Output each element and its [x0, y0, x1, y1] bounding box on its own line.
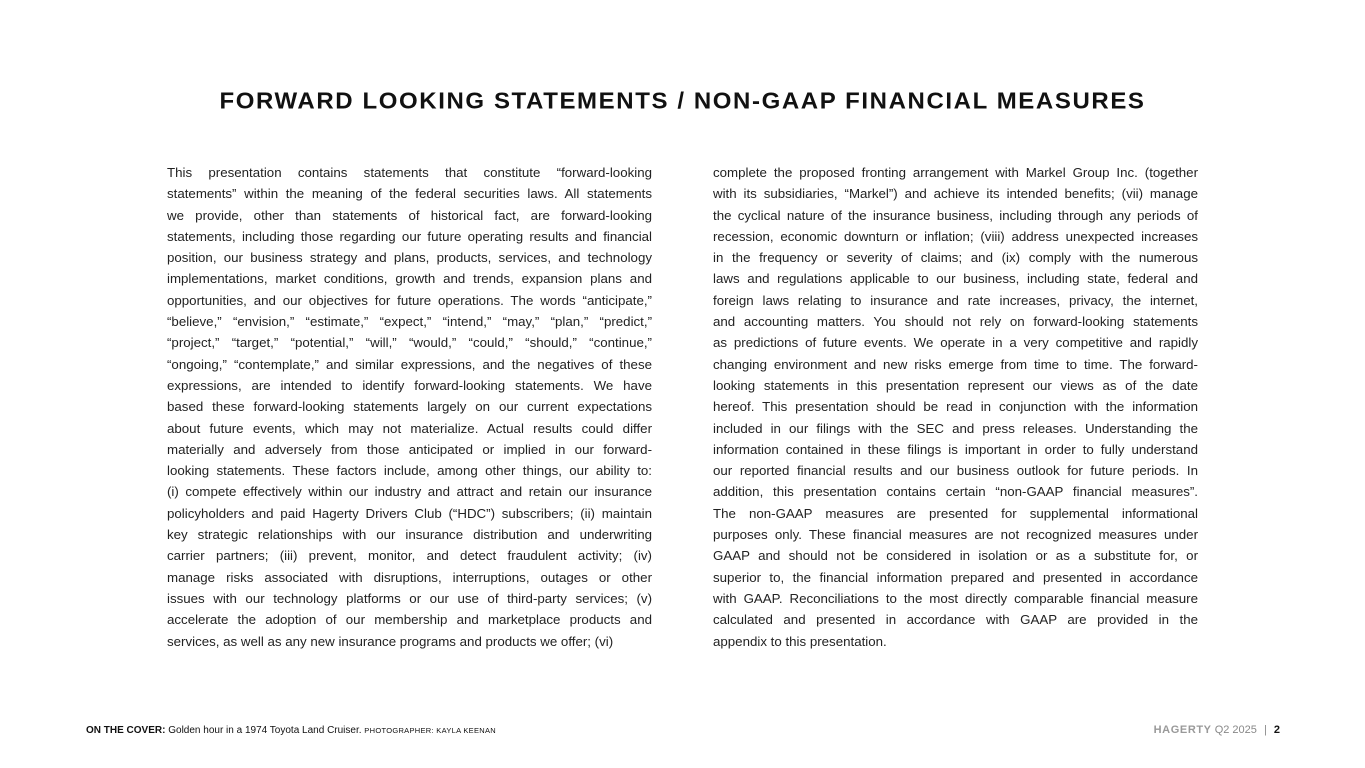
text-line: superior to, the financial information prepared and presented in accordance [713, 569, 1198, 585]
cover-text: Golden hour in a 1974 Toyota Land Cruiser. [168, 725, 362, 736]
text-line: expressions, are intended to identify forward-looking statements. We have [167, 377, 652, 393]
text-line: we provide, other than statements of historical fact, are forward-looking [167, 207, 652, 223]
text-line: complete the proposed fronting arrangement with Markel Group Inc. (together [713, 165, 1198, 180]
text-line: foreign laws relating to insurance and rate increases, privacy, the internet, [713, 292, 1198, 308]
text-line: This presentation contains statements that constitute “forward-looking [167, 165, 652, 180]
text-line: calculated and presented in accordance with GAAP are provided in the [713, 612, 1198, 628]
text-line: appendix to this presentation. [713, 633, 887, 649]
photographer-credit: PHOTOGRAPHER: KAYLA KEENAN [364, 726, 497, 735]
text-line: looking statements in this presentation represent our views as of the date [713, 377, 1198, 393]
text-line: in the frequency or severity of claims; and (ix) comply with the numerous [713, 250, 1198, 266]
text-line: with its subsidiaries, “Markel”) and achieve its intended benefits; (vii) manage [713, 186, 1198, 202]
text-line: manage risks associated with disruptions, interruptions, outages or other [167, 569, 652, 585]
text-line: changing environment and new risks emerge from time to time. The forward- [713, 356, 1198, 372]
text-line: “ongoing,” “contemplate,” and similar expressions, and the negatives of these [167, 356, 652, 372]
brand-name: HAGERTY [1153, 724, 1212, 736]
text-line: “project,” “target,” “potential,” “will,” “would,” “could,” “should,” “continue,” [167, 335, 652, 351]
text-line: issues with our technology platforms or our use of third-party services; (v) [167, 590, 652, 606]
text-line: about future events, which may not materialize. Actual results could differ [167, 420, 652, 436]
text-line: GAAP and should not be considered in isolation or as a substitute for, or [713, 548, 1198, 564]
slide-footer [1154, 724, 1280, 736]
text-line: implementations, market conditions, growth and trends, expansion plans and [167, 271, 652, 287]
text-line: and accounting matters. You should not rely on forward-looking statements [713, 314, 1198, 330]
page-title: FORWARD LOOKING STATEMENTS / NON-GAAP FINANCIAL MEASURES [219, 88, 1146, 115]
text-line: with GAAP. Reconciliations to the most directly comparable financial measure [713, 590, 1198, 606]
text-line: materially and adversely from those anticipated or implied in our forward- [167, 441, 652, 457]
text-line: (i) compete effectively within our industry and attract and retain our insurance [167, 484, 652, 500]
text-line: hereof. This presentation should be read in conjunction with the information [713, 399, 1198, 415]
text-line: purposes only. These financial measures are not recognized measures under [713, 527, 1198, 543]
text-line: carrier partners; (iii) prevent, monitor, and detect fraudulent activity; (iv) [167, 548, 652, 564]
cover-caption [86, 725, 496, 736]
text-line: looking statements. These factors include, among other things, our ability to: [167, 463, 652, 479]
text-line: as predictions of future events. We operate in a very competitive and rapidly [713, 335, 1198, 351]
text-line: position, our business strategy and plans, products, services, and technology [167, 250, 652, 266]
text-line: our reported financial results and our business outlook for future periods. In [713, 463, 1198, 479]
cover-label: ON THE COVER: [86, 725, 166, 736]
text-line: included in our filings with the SEC and press releases. Understanding the [713, 420, 1198, 436]
text-line: statements, including those regarding our future operating results and financial [167, 228, 652, 244]
text-line: recession, economic downturn or inflation; (viii) address unexpected increases [713, 228, 1198, 244]
page-number: 2 [1273, 724, 1280, 736]
text-line: services, as well as any new insurance programs and products we offer; (vi) [167, 633, 614, 649]
text-line: The non-GAAP measures are presented for supplemental informational [713, 505, 1198, 521]
period: Q2 2025 [1214, 724, 1257, 736]
text-line: policyholders and paid Hagerty Drivers Club (“HDC”) subscribers; (ii) maintain [167, 505, 652, 521]
text-line: “believe,” “envision,” “estimate,” “expect,” “intend,” “may,” “plan,” “predict,” [167, 314, 652, 330]
left-column-text [167, 162, 652, 652]
right-column-text [713, 162, 1198, 652]
separator: | [1263, 724, 1267, 736]
text-line: laws and regulations applicable to our business, including state, federal and [713, 271, 1198, 287]
text-line: key strategic relationships with our insurance distribution and underwriting [167, 527, 652, 543]
text-line: statements” within the meaning of the federal securities laws. All statements [167, 186, 652, 202]
text-line: accelerate the adoption of our membership and marketplace products and [167, 612, 652, 628]
text-line: addition, this presentation contains certain “non-GAAP financial measures”. [713, 484, 1198, 500]
text-line: the cyclical nature of the insurance business, including through any periods of [713, 207, 1198, 223]
text-line: based these forward-looking statements largely on our current expectations [167, 399, 652, 415]
text-line: opportunities, and our objectives for future operations. The words “anticipate,” [167, 292, 652, 308]
text-line: information contained in these filings is important in order to fully understand [713, 441, 1198, 457]
